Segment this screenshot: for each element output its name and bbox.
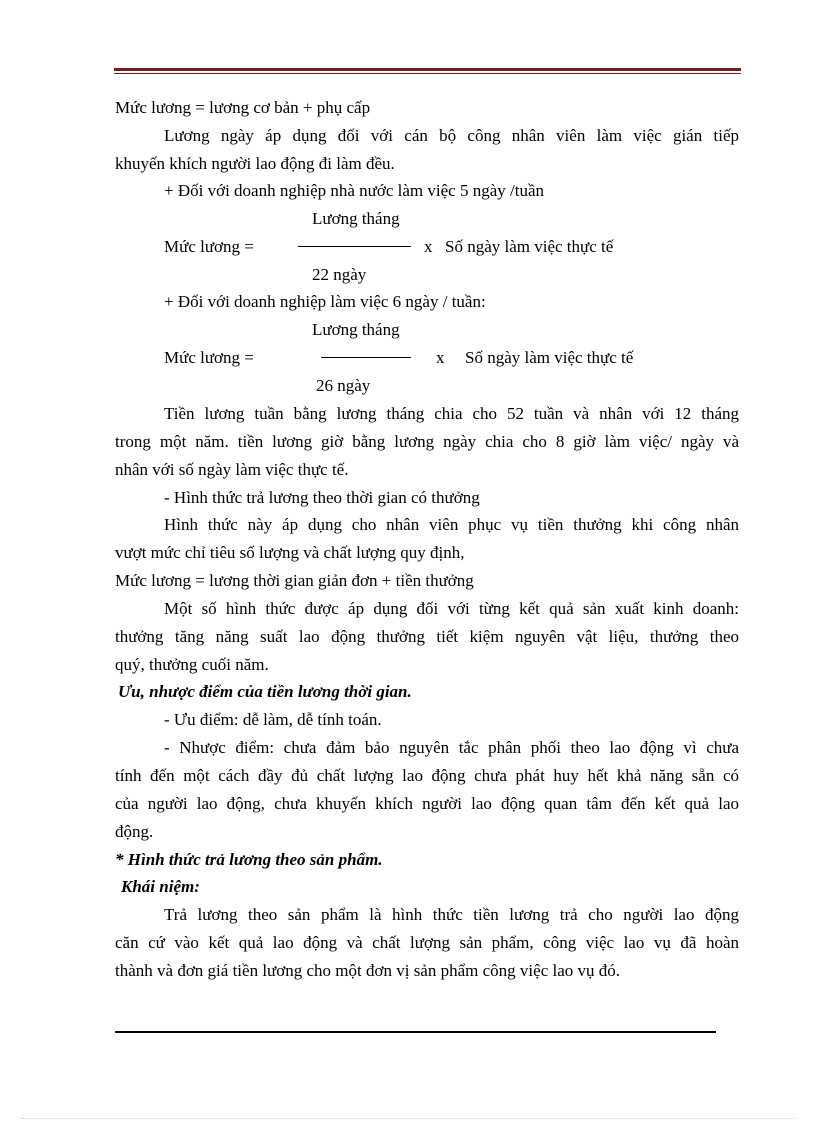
text-line: vượt mức chỉ tiêu số lượng và chất lượng quy định, [115, 543, 465, 562]
section-heading: * Hình thức trả lương theo sản phẩm. [115, 850, 383, 869]
text-line: - Nhược điểm: chưa đảm bảo nguyên tắc phân phối theo lao động vì chưa [164, 738, 739, 757]
text-line: Trả lương theo sản phẩm là hình thức tiền lương trả cho người lao động [164, 905, 739, 924]
page-bottom-border [20, 1118, 796, 1119]
text-line: nhân với số ngày làm việc thực tế. [115, 460, 349, 479]
fraction-bar [298, 246, 411, 247]
text-line: căn cứ vào kết quả lao động và chất lượng sản phẩm, công việc lao vụ đã hoàn [115, 933, 739, 952]
formula-operator: x [424, 237, 433, 256]
text-line: Mức lương = lương cơ bản + phụ cấp [115, 98, 371, 117]
formula-lhs: Mức lương = [164, 237, 254, 256]
formula-denominator: 26 ngày [316, 376, 371, 395]
subsection-heading: Khái niệm: [121, 877, 200, 896]
formula-numerator: Lương tháng [312, 320, 400, 339]
text-line: quý, thưởng cuối năm. [115, 655, 269, 674]
header-rule-thick [114, 68, 741, 71]
footer-rule [115, 1031, 716, 1033]
text-line: + Đối với doanh nghiệp làm việc 6 ngày / tuần: [164, 292, 486, 311]
text-line: thành và đơn giá tiền lương cho một đơn vị sản phẩm công việc lao vụ đó. [115, 961, 621, 980]
text-line: của người lao động, chưa khuyến khích người lao động quan tâm đến kết quả lao [115, 794, 739, 813]
text-line: tính đến một cách đầy đủ chất lượng lao động chưa phát huy hết khả năng sẵn có [115, 766, 739, 785]
formula-operator: x [436, 348, 445, 367]
formula-rhs: Số ngày làm việc thực tế [445, 237, 614, 256]
text-line: Hình thức này áp dụng cho nhân viên phục vụ tiền thưởng khi công nhân [164, 515, 739, 534]
text-line: - Hình thức trả lương theo thời gian có thưởng [164, 488, 480, 507]
formula-lhs: Mức lương = [164, 348, 254, 367]
text-line: trong một năm. tiền lương giờ bằng lương ngày chia cho 8 giờ làm việc/ ngày và [115, 432, 739, 451]
text-line: Một số hình thức được áp dụng đối với từng kết quả sản xuất kinh doanh: [164, 599, 739, 618]
text-line: Mức lương = lương thời gian giản đơn + tiền thưởng [115, 571, 474, 590]
text-line: - Ưu điểm: dễ làm, dễ tính toán. [164, 710, 382, 729]
header-rule-thin [114, 73, 741, 74]
text-line: Lương ngày áp dụng đối với cán bộ công nhân viên làm việc gián tiếp [164, 126, 739, 145]
text-line: khuyến khích người lao động đi làm đều. [115, 154, 395, 173]
fraction-bar [321, 357, 411, 358]
text-line: thưởng tăng năng suất lao động thưởng tiết kiệm nguyên vật liệu, thưởng theo [115, 627, 739, 646]
text-line: Tiền lương tuần bằng lương tháng chia cho 52 tuần và nhân với 12 tháng [164, 404, 739, 423]
formula-denominator: 22 ngày [312, 265, 367, 284]
text-line: động. [115, 822, 154, 841]
formula-numerator: Lương tháng [312, 209, 400, 228]
formula-rhs: Số ngày làm việc thực tế [465, 348, 634, 367]
section-heading: Ưu, nhược điểm của tiền lương thời gian. [118, 682, 412, 701]
text-line: + Đối với doanh nghiệp nhà nước làm việc 5 ngày /tuần [164, 181, 545, 200]
